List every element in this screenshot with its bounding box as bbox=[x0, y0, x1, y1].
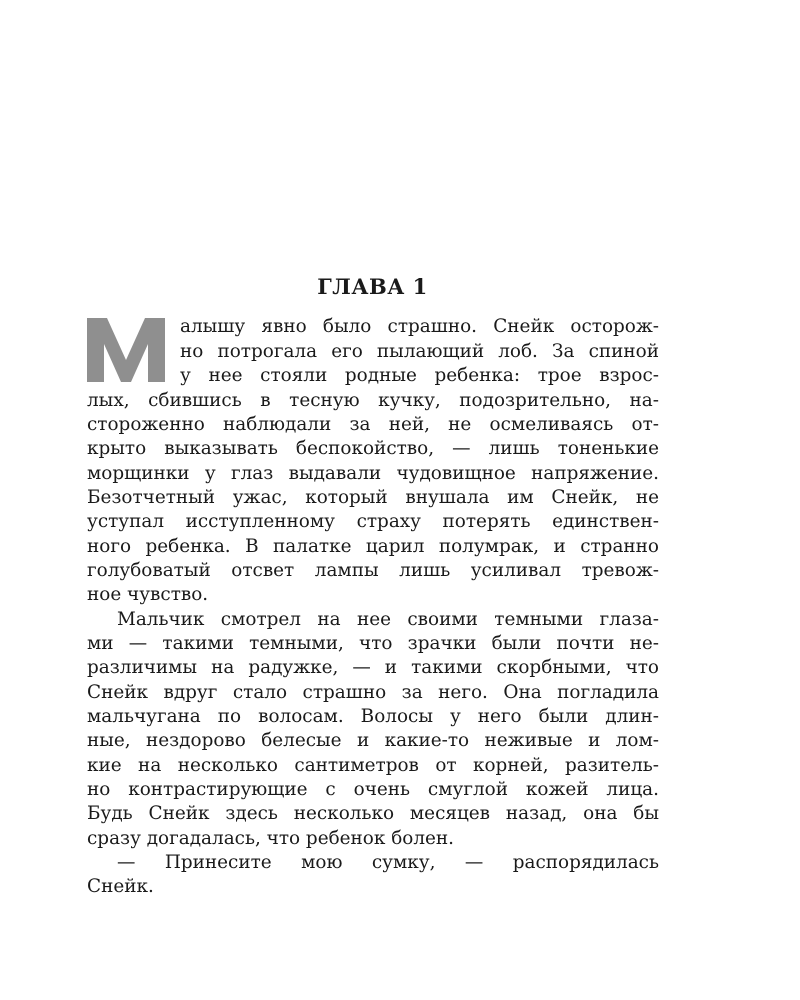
text-line: Безотчетный ужас, который внушала им Снейк, не bbox=[87, 487, 659, 508]
text-line: Мальчик смотрел на нее своими темными глаза- bbox=[117, 609, 659, 630]
text-line: голубоватый отсвет лампы лишь усиливал тревож- bbox=[87, 560, 659, 581]
text-line: у нее стояли родные ребенка: трое взрос- bbox=[180, 365, 659, 386]
text-line: — Принесите мою сумку, — распорядилась bbox=[117, 852, 659, 873]
text-line: Снейк. bbox=[87, 876, 154, 897]
text-line: ного ребенка. В палатке царил полумрак, и странно bbox=[87, 536, 659, 557]
text-line: уступал исступленному страху потерять единствен- bbox=[87, 511, 659, 532]
text-line: но контрастирующие с очень смуглой кожей лица. bbox=[87, 779, 659, 800]
text-line: различимы на радужке, — и такими скорбными, что bbox=[87, 657, 659, 678]
text-line: мальчугана по волосам. Волосы у него были длин- bbox=[87, 706, 659, 727]
text-line: лых, сбившись в тесную кучку, подозрительно, на- bbox=[87, 390, 659, 411]
text-line: стороженно наблюдали за ней, не осмеливаясь от- bbox=[87, 414, 659, 435]
chapter-title: ГЛАВА 1 bbox=[317, 274, 428, 299]
text-line: кие на несколько сантиметров от корней, разитель- bbox=[87, 755, 659, 776]
drop-cap-letter bbox=[87, 318, 165, 382]
text-line: Снейк вдруг стало страшно за него. Она погладила bbox=[87, 682, 659, 703]
text-line: но потрогала его пылающий лоб. За спиной bbox=[180, 341, 659, 362]
text-line: морщинки у глаз выдавали чудовищное напряжение. bbox=[87, 463, 659, 484]
text-line: Будь Снейк здесь несколько месяцев назад, она бы bbox=[87, 803, 659, 824]
text-line: ное чувство. bbox=[87, 584, 209, 605]
text-line: ми — такими темными, что зрачки были почти не- bbox=[87, 633, 659, 654]
text-line: ные, нездорово белесые и какие-то неживые и лом- bbox=[87, 730, 659, 751]
text-line: алышу явно было страшно. Снейк осторож- bbox=[180, 316, 659, 337]
text-line: сразу догадалась, что ребенок болен. bbox=[87, 828, 455, 849]
text-line: крыто выказывать беспокойство, — лишь тоненькие bbox=[87, 438, 659, 459]
